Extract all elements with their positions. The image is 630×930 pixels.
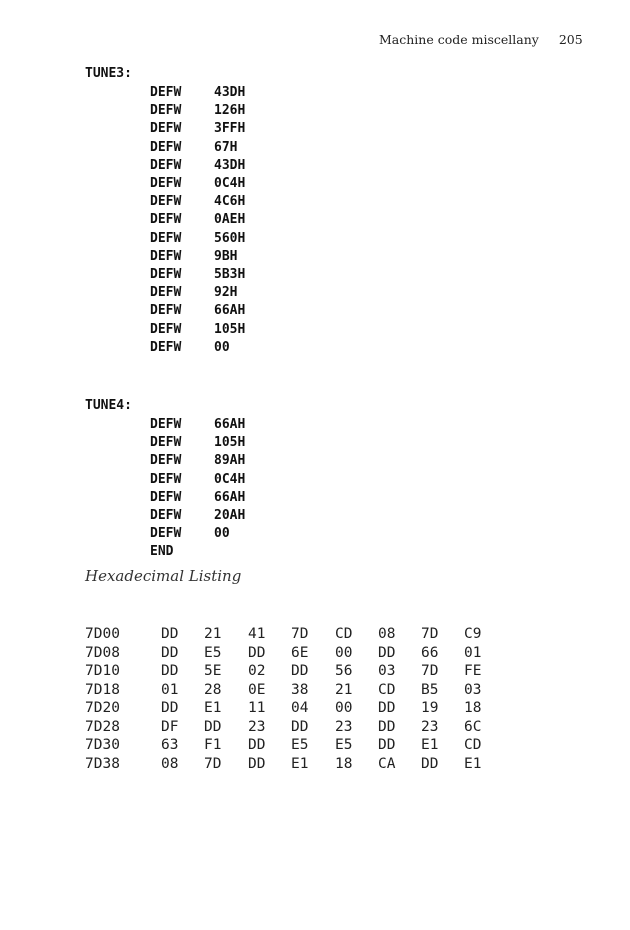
code-op: DEFW — [150, 267, 182, 282]
code-op: DEFW — [150, 157, 182, 173]
hex-byte: CD — [464, 737, 482, 753]
hex-byte: 6C — [464, 718, 482, 735]
code-op: DEFW — [150, 248, 182, 264]
hex-byte: DD — [378, 737, 396, 753]
code-op: DEFW — [150, 121, 182, 137]
hex-byte: E1 — [204, 700, 222, 716]
hex-address: 7D08 — [85, 644, 120, 661]
hex-byte: DD — [248, 644, 266, 661]
code-arg: 43DH — [214, 157, 246, 173]
hex-byte: 03 — [464, 681, 482, 698]
code-arg: 126H — [214, 103, 246, 119]
hex-byte: DD — [378, 718, 396, 735]
hex-byte: 03 — [378, 663, 396, 679]
hex-byte: 02 — [248, 663, 266, 679]
hex-byte: CA — [378, 755, 396, 772]
code-arg: 4C6H — [214, 194, 246, 210]
code-op: DEFW — [150, 212, 182, 228]
code-line — [150, 543, 214, 561]
code-arg: 92H — [214, 285, 238, 301]
hex-byte: DD — [421, 755, 439, 772]
code-line — [150, 175, 245, 193]
hex-address: 7D38 — [85, 755, 120, 772]
hex-address: 7D18 — [85, 681, 120, 698]
hex-byte: 21 — [204, 626, 222, 642]
hex-byte: 00 — [335, 644, 353, 661]
code-arg: 105H — [214, 435, 246, 451]
hex-byte: 5E — [204, 663, 222, 679]
code-line — [150, 339, 230, 357]
tune3-label: TUNE3: — [85, 66, 132, 81]
hex-byte: DD — [378, 644, 396, 661]
hex-byte: DD — [204, 718, 222, 735]
hex-listing-heading: Hexadecimal Listing — [85, 567, 242, 585]
code-line — [150, 525, 230, 543]
code-line — [150, 139, 237, 157]
code-op: DEFW — [150, 321, 182, 337]
code-arg: 0C4H — [214, 176, 246, 191]
code-line — [150, 230, 245, 248]
code-arg: 20AH — [214, 508, 246, 523]
code-arg: 9BH — [214, 248, 238, 264]
code-op: DEFW — [150, 471, 182, 487]
code-line — [150, 507, 245, 525]
hex-byte: 21 — [335, 681, 353, 698]
hex-byte: 11 — [248, 700, 266, 716]
code-arg: 89AH — [214, 453, 246, 469]
hex-byte: 56 — [335, 663, 353, 679]
running-header — [379, 32, 583, 47]
code-arg: 43DH — [214, 85, 246, 100]
hex-byte: CD — [378, 681, 396, 698]
code-arg: 66AH — [214, 417, 246, 432]
tune4-label: TUNE4: — [85, 398, 132, 413]
code-op: DEFW — [150, 230, 182, 246]
code-line — [150, 211, 245, 229]
code-op: END — [150, 544, 174, 560]
code-op: DEFW — [150, 435, 182, 451]
hex-byte: DD — [291, 718, 309, 735]
hex-byte: 28 — [204, 681, 222, 698]
code-op: DEFW — [150, 489, 182, 505]
page-number: 205 — [558, 32, 583, 47]
code-line — [150, 321, 245, 339]
hex-byte: 04 — [291, 700, 309, 716]
code-arg: 560H — [214, 230, 246, 246]
hex-byte: 7D — [421, 663, 439, 679]
hex-byte: DD — [248, 737, 266, 753]
hex-byte: 7D — [204, 755, 222, 772]
code-op: DEFW — [150, 303, 182, 319]
hex-address: 7D20 — [85, 700, 120, 716]
hex-byte: FE — [464, 663, 482, 679]
hex-address: 7D10 — [85, 663, 120, 679]
hex-byte: DD — [248, 755, 266, 772]
hex-byte: 01 — [464, 644, 482, 661]
code-line — [150, 284, 237, 302]
code-arg: 66AH — [214, 303, 246, 319]
hex-byte: 01 — [161, 681, 179, 698]
code-line — [150, 434, 245, 452]
header-title: Machine code miscellany — [379, 32, 539, 47]
hex-byte: 08 — [378, 626, 396, 642]
code-line — [150, 489, 245, 507]
hex-byte: DD — [378, 700, 396, 716]
code-line — [150, 120, 245, 138]
code-op: DEFW — [150, 176, 182, 191]
hex-address: 7D28 — [85, 718, 120, 735]
code-line — [150, 266, 245, 284]
code-arg: 0C4H — [214, 471, 246, 487]
hex-byte: 7D — [291, 626, 309, 642]
hex-byte: CD — [335, 626, 353, 642]
code-arg: 00 — [214, 526, 230, 542]
hex-byte: DD — [161, 700, 179, 716]
hex-byte: DD — [161, 644, 179, 661]
hex-byte: 08 — [161, 755, 179, 772]
hex-byte: 23 — [421, 718, 439, 735]
hex-byte: 7D — [421, 626, 439, 642]
hex-byte: 41 — [248, 626, 266, 642]
hex-byte: E5 — [291, 737, 309, 753]
code-line — [150, 84, 245, 102]
code-op: DEFW — [150, 508, 182, 523]
hex-byte: B5 — [421, 681, 439, 698]
hex-byte: 18 — [464, 700, 482, 716]
code-op: DEFW — [150, 139, 182, 155]
code-arg: 5B3H — [214, 267, 246, 282]
hex-byte: 00 — [335, 700, 353, 716]
hex-byte: DD — [291, 663, 309, 679]
hex-byte: 19 — [421, 700, 439, 716]
hex-byte: 6E — [291, 644, 309, 661]
hex-byte: 18 — [335, 755, 353, 772]
hex-byte: 38 — [291, 681, 309, 698]
code-arg: 0AEH — [214, 212, 246, 228]
code-line — [150, 193, 245, 211]
code-op: DEFW — [150, 417, 182, 432]
hex-byte: DF — [161, 718, 179, 735]
code-arg: 3FFH — [214, 121, 246, 137]
code-arg: 66AH — [214, 489, 246, 505]
hex-byte: 0E — [248, 681, 266, 698]
hex-byte: F1 — [204, 737, 222, 753]
code-op: DEFW — [150, 285, 182, 301]
code-line — [150, 416, 245, 434]
code-line — [150, 102, 245, 120]
code-op: DEFW — [150, 339, 182, 355]
code-op: DEFW — [150, 453, 182, 469]
code-line — [150, 452, 245, 470]
hex-byte: DD — [161, 663, 179, 679]
hex-byte: 23 — [335, 718, 353, 735]
code-op: DEFW — [150, 103, 182, 119]
hex-byte: C9 — [464, 626, 482, 642]
code-arg: 67H — [214, 139, 238, 155]
hex-byte: 66 — [421, 644, 439, 661]
hex-byte: E1 — [464, 755, 482, 772]
hex-address: 7D00 — [85, 626, 120, 642]
hex-byte: DD — [161, 626, 179, 642]
code-arg: 00 — [214, 339, 230, 355]
code-line — [150, 248, 237, 266]
hex-byte: E5 — [335, 737, 353, 753]
code-line — [150, 157, 245, 175]
code-op: DEFW — [150, 526, 182, 542]
hex-byte: E5 — [204, 644, 222, 661]
hex-byte: E1 — [291, 755, 309, 772]
code-line — [150, 471, 245, 489]
hex-byte: E1 — [421, 737, 439, 753]
code-op: DEFW — [150, 85, 182, 100]
hex-address: 7D30 — [85, 737, 120, 753]
hex-byte: 23 — [248, 718, 266, 735]
code-op: DEFW — [150, 194, 182, 210]
code-arg: 105H — [214, 321, 246, 337]
hex-byte: 63 — [161, 737, 179, 753]
code-line — [150, 302, 245, 320]
